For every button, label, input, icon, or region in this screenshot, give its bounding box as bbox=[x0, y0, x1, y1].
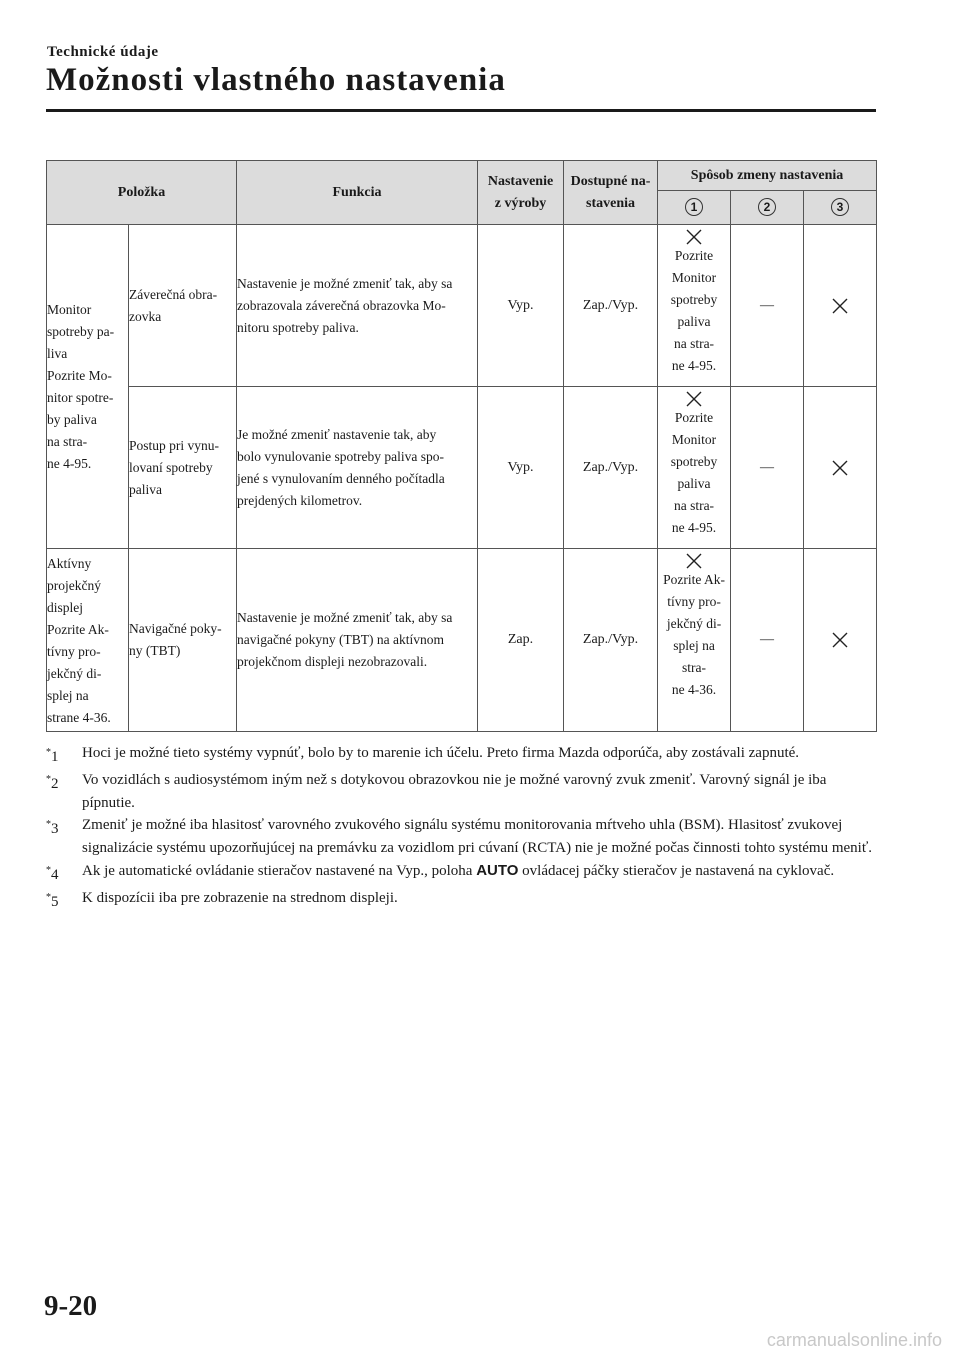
method-1-cell bbox=[658, 387, 731, 549]
section-label: Technické údaje bbox=[47, 44, 159, 60]
item-cell: Monitor spotreby pa- liva Pozrite Mo- nitor spotre- by paliva na stra- ne 4-95. bbox=[47, 225, 129, 549]
footnote-marker: *1 bbox=[46, 747, 59, 765]
factory-cell: Vyp. bbox=[478, 225, 564, 387]
footnote-3 bbox=[46, 814, 876, 860]
cross-icon bbox=[686, 229, 702, 245]
description-cell: Nastavenie je možné zmeniť tak, aby sa navigačné pokyny (TBT) na aktívnom projekčnom displeji nezobrazovali. bbox=[237, 549, 478, 732]
cross-icon bbox=[832, 298, 848, 314]
header-method: Spôsob zmeny nastavenia bbox=[658, 161, 877, 191]
header-function: Funkcia bbox=[237, 161, 478, 225]
footnote-5 bbox=[46, 887, 876, 914]
item-cell: Aktívny projekčný displej Pozrite Ak- tívny pro- jekčný di- splej na strane 4-36. bbox=[47, 549, 129, 732]
description-cell: Nastavenie je možné zmeniť tak, aby sa zobrazovala záverečná obrazovka Mo- nitoru spotreby paliva. bbox=[237, 225, 478, 387]
footnote-2 bbox=[46, 769, 876, 815]
cross-icon bbox=[686, 553, 702, 569]
method-1-cell bbox=[658, 549, 731, 732]
footnote-marker: *3 bbox=[46, 819, 59, 838]
auto-position-label: AUTO bbox=[476, 861, 519, 879]
available-cell: Zap./Vyp. bbox=[564, 225, 658, 387]
factory-cell: Vyp. bbox=[478, 387, 564, 549]
watermark: carmanualsonline.info bbox=[766, 1330, 942, 1350]
header-method-2 bbox=[731, 191, 804, 225]
function-cell: Postup pri vynu- lovaní spotreby paliva bbox=[129, 387, 237, 549]
header-factory-text: Nastavenie z výroby bbox=[487, 173, 554, 211]
table-body bbox=[47, 225, 877, 732]
method-2-cell: — bbox=[731, 225, 804, 387]
method-1-note: Pozrite Ak- tívny pro- jekčný di- splej na stra- ne 4-36. bbox=[663, 572, 725, 697]
footnote-1 bbox=[46, 742, 876, 769]
method-2-cell: — bbox=[731, 549, 804, 732]
factory-cell: Zap. bbox=[478, 549, 564, 732]
footnote-4 bbox=[46, 860, 876, 887]
page-number: 9-20 bbox=[44, 1290, 98, 1322]
table-row bbox=[47, 549, 877, 732]
header-factory bbox=[478, 161, 564, 225]
title-rule bbox=[46, 109, 876, 112]
footnote-marker: *5 bbox=[46, 891, 59, 910]
available-cell: Zap./Vyp. bbox=[564, 549, 658, 732]
footnote-text: Hoci je možné tieto systémy vypnúť, bolo by to marenie ich účelu. Preto firma Mazda odporúča, aby zostávali zapnuté. bbox=[82, 745, 800, 761]
method-3-cell bbox=[804, 225, 877, 387]
settings-table bbox=[46, 160, 877, 732]
description-cell: Je možné zmeniť nastavenie tak, aby bolo vynulovanie spotreby paliva spo- jené s vynulovaním denného počítadla prejdených kilometrov. bbox=[237, 387, 478, 549]
cross-icon bbox=[832, 460, 848, 476]
table-row bbox=[47, 387, 877, 549]
circled-2-icon: 2 bbox=[758, 198, 776, 216]
page-title: Možnosti vlastného nastavenia bbox=[46, 62, 506, 98]
header-item: Položka bbox=[47, 161, 237, 225]
footnote-text: Vo vozidlách s audiosystémom iným než s dotykovou obrazovkou nie je možné varovný zvuk zmeniť. Varovný signál je iba pípnutie. bbox=[82, 771, 827, 811]
function-cell: Záverečná obra- zovka bbox=[129, 225, 237, 387]
footnotes bbox=[46, 742, 876, 914]
header-method-1 bbox=[658, 191, 731, 225]
footnote-text: K dispozícii iba pre zobrazenie na strednom displeji. bbox=[82, 889, 398, 906]
function-cell: Navigačné poky- ny (TBT) bbox=[129, 549, 237, 732]
method-2-cell: — bbox=[731, 387, 804, 549]
method-3-cell bbox=[804, 549, 877, 732]
cross-icon bbox=[686, 391, 702, 407]
footnote-text: Zmeniť je možné iba hlasitosť varovného zvukového signálu systému monitorovania mŕtveho uhla (BSM). Hlasitosť zvukovej signalizácie systému upozorňujúcej na premávku za vozidlom pri cúvaní (RCTA) nie je možné počas činnosti tohto systému meniť. bbox=[82, 817, 873, 857]
method-1-note: Pozrite Monitor spotreby paliva na stra- ne 4-95. bbox=[670, 410, 718, 535]
footnote-marker: *2 bbox=[46, 773, 59, 792]
method-1-cell bbox=[658, 225, 731, 387]
footnote-marker: *4 bbox=[46, 864, 59, 883]
header-method-3 bbox=[804, 191, 877, 225]
method-3-cell bbox=[804, 387, 877, 549]
circled-1-icon: 1 bbox=[685, 198, 703, 216]
header-available: Dostupné na- stavenia bbox=[564, 161, 658, 225]
circled-3-icon: 3 bbox=[831, 198, 849, 216]
footnote-text: Ak je automatické ovládanie stieračov nastavené na Vyp., poloha AUTO ovládacej páčky stieračov je nastavená na cyklovač. bbox=[82, 860, 834, 887]
available-cell: Zap./Vyp. bbox=[564, 387, 658, 549]
method-1-note: Pozrite Monitor spotreby paliva na stra- ne 4-95. bbox=[670, 248, 718, 373]
cross-icon bbox=[832, 632, 848, 648]
table-row bbox=[47, 225, 877, 387]
